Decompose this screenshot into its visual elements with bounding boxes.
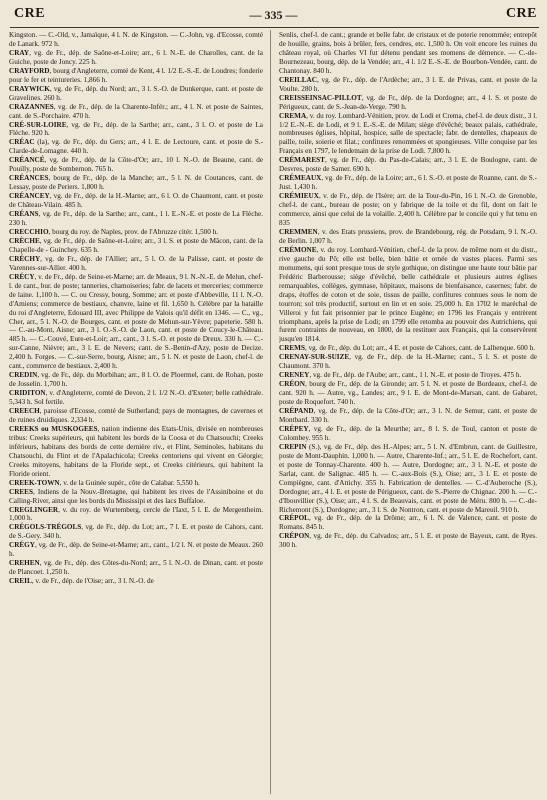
dictionary-entry	[279, 443, 537, 515]
entry-headword: CRAYFORD	[9, 66, 50, 75]
entry-headword: CREEKS ou MUSKOGEES	[9, 424, 98, 433]
dictionary-entry	[279, 112, 537, 157]
entry-headword: CRAZANNES	[9, 102, 54, 111]
running-header	[0, 0, 547, 26]
entry-text: , vg. de Fr., dép. du Lot; arr., 7 l. E. et poste de Cahors, cant. de S.-Gery. 340 h.	[9, 523, 263, 541]
dictionary-entry	[9, 121, 263, 139]
dictionary-entry	[9, 559, 263, 577]
dictionary-entry	[9, 85, 263, 103]
dictionary-entry	[9, 577, 263, 586]
dictionary-entry	[279, 371, 537, 380]
entry-headword: CRENAY-SUR-SUIZE	[279, 353, 350, 362]
entry-headword: CRÉANS	[9, 210, 39, 219]
entry-headword: CRIDITON	[9, 389, 46, 398]
dictionary-entry	[9, 389, 263, 407]
dictionary-entry	[9, 541, 263, 559]
header-guide-word-right: CRE	[505, 6, 537, 21]
entry-headword: CREIL	[9, 577, 32, 586]
entry-text: , v. du roy. Lombard-Vénitien, prov. de Lodi et Crema, chef-l. de deux distr., 3 l. 1/2 E.-N.-E. de Lodi, et 9 l. E.-S.-E. de Milan; siège d'évêché; beaux palais, cathédrale, nombreuses églises, hôpital, hospice, salle de spectacle; fabr. de dentelles, chapeaux de paille, toile, soierie et filat.; confitures renommées et spongieuses. Ville conquise par les Français en 1797, le lendemain de la prise de Lodi. 7,800 h.	[279, 111, 537, 156]
entry-text: , vg. de Fr., dép. de la H.-Marne; cant., 5 l. S. et poste de Chaumont. 370 h.	[279, 353, 537, 371]
dictionary-entry	[279, 228, 537, 246]
entry-text: , v. d'Angleterre, comté de Devon, 2 l. 1/2 N.-O. d'Exeter; belle cathédrale. 5,343 h. Sol fertile.	[9, 389, 263, 407]
entry-headword: CREPIN	[279, 442, 307, 451]
entry-text: , vg. de Fr., dép. de Seine-et-Marne; arr., cant., 1/2 l. N. et poste de Meaux. 260 h.	[9, 541, 263, 559]
dictionary-entry	[279, 192, 537, 228]
entry-headword: CRENEY	[279, 371, 310, 380]
dictionary-entry	[279, 407, 537, 425]
entry-text: , vg. de Fr., dép. de la Sarthe; arr., cant., 1 l. E.-N.-E. et poste de La Flèche. 230 h.	[9, 210, 263, 228]
dictionary-entry	[9, 67, 263, 85]
entry-text: , vg. de Fr., dép. des Côtes-du-Nord; arr., 5 l. N.-O. de Dinan, cant. et poste de Plancoet. 1,250 h.	[9, 559, 263, 577]
entry-headword: CRECCHIO	[9, 227, 49, 236]
entry-text: , vg. de Fr., dép. de la Drôme; arr., 6 l. N. de Valence, cant. et poste de Romans. 845 h.	[279, 514, 537, 532]
entry-headword: CREGLINGER	[9, 505, 59, 514]
entry-text: , v. de Fr., dép. de Seine-et-Marne; arr. de Meaux, 9 l. N.-N.-E. de Melun, chef-l. de cant., bur. de poste; tanneries, chamoiseries; fabr. de lacets et merceries; commerce de laine. 1,100 h. — C. ou Cressy, bourg, Somme; arr. et poste d'Abbeville, 11 l. N.-O. d'Amiens; commerce de bestiaux, chanvre, laine et fil. 1,650 h. Célèbre par la bataille du roi d'Angleterre, Edouard III, avec Philippe de Valois qu'il défit en 1346. — C., vg., Cher, arr., 5 l. N.-O. de Bourges, cant. et poste de Mehun-sur-Yèvre; papeterie. 580 h. — C.-au-Mont, Aisne; arr., 3 l. O.-S.-O. de Laon, cant. et poste de Coucy-le-Château. 485 h. — C.-Couvé, Eure-et-Loir; arr., cant., 3 l. S.-O. et poste de Dreux. 330 h. — C.-sur-Canne, Nièvre; arr., 3 l. E. de Nevers; cant. de S.-Benin-d'Azy, poste de Decize. 2,400 h. Forges. — C.-sur-Serre, bourg, Aisne; arr., 5 l. N. et poste de Laon, chef-l. de cant., commerce de bestiaux. 2,400 h.	[9, 272, 263, 371]
entry-text: , vg. de Fr., dép. de la Sarthe; arr., cant., 3 l. O. et poste de La Flèche. 920 h.	[9, 120, 263, 138]
entry-text: , bourg de Fr., dép. de la Manche; arr., 5 l. N. de Coutances, cant. de Lessay, poste de Periers. 1,800 h.	[9, 174, 263, 192]
entry-text: , vg. de Fr., dép. de la Dordogne; arr., 4 l. S. et poste de Périgueux, cant. de S.-Jean-de-Verge. 790 h.	[279, 93, 537, 111]
entry-headword: CREHEN	[9, 559, 40, 568]
entry-text: , vg. de Fr., dép. du Nord; arr., 3 l. S.-O. de Dunkerque, cant. et poste de Gravelines. 260 h.	[9, 84, 263, 102]
entry-headword: CRÉANCES	[9, 174, 49, 183]
entry-headword: CRÈCHE	[9, 236, 40, 245]
dictionary-entry	[9, 425, 263, 479]
entry-text: , vg. de Fr., dép. de la Meurthe; arr., 8 l. S. de Toul, canton et poste de Colombey. 955 h.	[279, 424, 537, 442]
dictionary-entry	[9, 103, 263, 121]
entry-text: , vg. de Fr., dép. de la Charente-Infér.; arr., 4 l. N. et poste de Saintes, cant. de S.-Porchaire. 470 h.	[9, 102, 263, 120]
page-number: — 335 —	[249, 8, 298, 22]
entry-text: , bourg de Fr., dép. de la Gironde; arr. 5 l. N. et poste de Bordeaux, chef-l. de cant. 920 h. — Autre, vg., Landes; arr., 9 l. E. de Mont-de-Marsan, cant. de Gabaret, poste de Roquefort. 740 h.	[279, 380, 537, 407]
dictionary-entry	[9, 407, 263, 425]
dictionary-entry	[9, 156, 263, 174]
dictionary-entry	[9, 174, 263, 192]
dictionary-entry	[279, 174, 537, 192]
entry-headword: CREECH	[9, 407, 40, 416]
dictionary-entry	[279, 353, 537, 371]
entry-headword: CREMS	[279, 344, 305, 353]
dictionary-entry	[279, 246, 537, 344]
header-guide-word-left: CRE	[14, 6, 46, 21]
entry-headword: CRÉGY	[9, 541, 35, 550]
dictionary-entry	[9, 31, 263, 49]
dictionary-entry	[9, 479, 263, 488]
entry-text: , v. de la Guinée supér., côte de Calabar. 5,550 h.	[59, 478, 200, 487]
dictionary-entry	[279, 380, 537, 407]
entry-headword: CREES	[9, 487, 33, 496]
entry-text: , vg. de Fr., dép. du Calvados; arr., 5 l. E. et poste de Bayeux, cant. de Ryes. 300 h.	[279, 532, 537, 550]
entry-text: Kingston. — C.-Old, v., Jamaïque, 4 l. N. de Kingston. — C.-John, vg. d'Ecosse, comté de Lanark. 972 h.	[9, 31, 263, 48]
entry-headword: CRÉANCEY	[9, 192, 50, 201]
entry-headword: CRÉMONE	[279, 245, 317, 254]
entry-text: , bourg du roy. de Naples, prov. de l'Abruzze citér. 1,500 h.	[48, 227, 219, 236]
dictionary-entry	[279, 76, 537, 94]
entry-headword: CRÉGOLS-TRÉGOLS	[9, 523, 82, 532]
dictionary-entry	[279, 344, 537, 353]
entry-headword: CRÉCY	[9, 272, 35, 281]
entry-headword: CRÉPON	[279, 532, 310, 541]
entry-headword: CREMMEN	[279, 227, 318, 236]
entry-headword: CRÉCHY	[9, 254, 41, 263]
dictionary-entry	[9, 210, 263, 228]
entry-text: , vg. de Fr., dép. du Pas-de-Calais; arr., 3 l. E. de Boulogne, cant. de Desvres, poste de Samer. 690 h.	[279, 156, 537, 174]
header-rule	[10, 27, 539, 28]
entry-headword: CREMA	[279, 111, 307, 120]
entry-headword: CRÉPAND	[279, 407, 314, 416]
entry-text: , vg. de Fr., dép. de Saône-et-Loire; arr., 3 l. S. et poste de Mâcon, cant. de la Chapelle-de - Guinchey. 635 h.	[9, 236, 263, 254]
entry-headword: CREISSEINSAC-PILLOT	[279, 93, 362, 102]
entry-headword: CRÉMAREST	[279, 156, 325, 165]
entry-text: , vg. de Fr., dép. de l'Aube; arr., cant., 1 l. N.-E. et poste de Troyes. 475 h.	[309, 371, 522, 380]
entry-text: , vg. de Fr., dép. du Morbihan; arr., 8 l. O. de Ploermel, cant. de Rohan, poste de Josselin. 1,700 h.	[9, 371, 263, 389]
entry-headword: CREDIN	[9, 371, 38, 380]
dictionary-entry	[9, 228, 263, 237]
entry-headword: CREILLAC	[279, 75, 317, 84]
entry-headword: CREEK-TOWN	[9, 478, 60, 487]
entry-text: , v. du roy. de Wurtemberg, cercle de l'Iaxt, 5 l. E. de Mergentheim. 1,000 h.	[9, 505, 263, 523]
entry-text: , v. du roy. Lombard-Vénitien, chef-l. de la prov. de même nom et du distr., rive gauche du Pô; elle est belle, bien bâtie et ornée de vastes places. Parmi ses monumens, qui sont presque tous de style gothique, on distingue une haute tour bâtie par Frédéric Barberousse; siège d'évêché, belle cathédrale et plusieurs autres églises remarquables, collèges, gymnase, hôpitaux, maisons de bienfaisance, casernes; fabr. de draps, étoffes de coton et de soie, tissus de paille, confitures connues sous le nom de tourron; sol très productif, surtout en lin et en soie. 25,000 h. En 1702 le maréchal de Villeroi y fut fait prisonnier par le prince Eugène; en 1796 les Français y entrèrent triomphans, après la prise de Lodi; en 1799 elle retomba au pouvoir des Autrichiens, qui furent contraints de nouveau, en 1800, de la restituer aux Français, qui la conservèrent jusqu'en 1814.	[279, 245, 537, 344]
dictionary-entry	[9, 192, 263, 210]
dictionary-entry	[279, 425, 537, 443]
entry-text: , Indiens de la Nouv.-Bretagne, qui habitent les rives de l'Assiniboine et du Calling-River, ainsi que les bords du Mississipi et des lacs Buffaloe.	[9, 487, 263, 505]
dictionary-entry	[9, 488, 263, 506]
entry-text: , v. de Fr., dép. de l'Oise; arr., 3 l. N.-O. de	[31, 577, 154, 586]
entry-text: , vg. de Fr., dép. de l'Allier; arr., 5 l. O. de la Palisse, cant. et poste de Varennes-sur-Allier. 400 h.	[9, 254, 263, 272]
entry-headword: CRÉON	[279, 380, 305, 389]
entry-text: , vg. de Fr., dép. de Saône-et-Loire; arr., 6 l. N.-E. de Charolles, cant. de la Guiche, poste de Joncy. 225 h.	[9, 48, 263, 66]
dictionary-entry	[279, 514, 537, 532]
entry-headword: CRÉANCÉ	[9, 156, 45, 165]
right-column	[279, 31, 537, 796]
entry-text: , v. des Etats prussiens, prov. de Brandebourg, rég. de Potsdam, 9 l. N.-O. de Berlin. 1,007 h.	[279, 227, 537, 245]
left-column	[9, 31, 263, 796]
dictionary-entry	[9, 273, 263, 371]
entry-headword: CRÉMEAUX	[279, 174, 322, 183]
dictionary-entry	[279, 532, 537, 550]
dictionary-entry	[9, 255, 263, 273]
dictionary-entry	[9, 371, 263, 389]
entry-text: , vg. de Fr., dép. de la Côte-d'Or; arr., 3 l. N. de Semur, cant. et poste de Montbard. 330 h.	[279, 407, 537, 424]
entry-text: (la), vg. de Fr., dép. du Gers; arr., 4 l. E. de Lectoure, cant. et poste de S.-Clarde-de-Lomagne. 440 h.	[9, 138, 263, 156]
entry-text: , vg. de Fr., dép. de l'Ardèche; arr., 3 l. E. de Privas, cant. et poste de la Voulte. 280 h.	[279, 75, 537, 93]
dictionary-entry	[279, 31, 537, 76]
dictionary-entry	[9, 523, 263, 541]
entry-headword: CRAY	[9, 48, 30, 57]
column-divider	[270, 30, 271, 794]
entry-text: , vg. de Fr., dép. du Lot; arr., 4 E. et poste de Cahors, cant. de Lalbenque. 600 h.	[304, 344, 535, 353]
entry-headword: CRÉPEY	[279, 424, 309, 433]
entry-headword: CRÉPOL	[279, 514, 309, 523]
entry-text: , vg. de Fr., dép. de la Côte-d'Or; arr., 10 l. N.-O. de Beaune, cant. de Pouilly, poste de Sombernon. 765 h.	[9, 156, 263, 174]
entry-text: (S.), vg. de Fr., dép. des H.-Alpes; arr., 5 l. N. d'Embrun, cant. de Guillestre, poste de Mont-Dauphin. 1,000 h. — Autre, Charente-Inf.; arr., 5 l. E. de Rochefort, cant. et poste de Tonnay-Charente. 400 h. — Autre, Dordogne; arr., 3 l. N.-E. et poste de Sarlat, cant. de Salignac. 485 h. — C.-aux-Bois (S.), Oise; arr., 3 l. E. et poste de Compiègne, cant. d'Attichy. 355 h. Fabrication de dentelles. — C.-d'Auberoche (S.), Dordogne; arr., 4 l. E. et poste de Périgueux, cant. de S.-Pierre de Chignac. 200 h. — C.-d'Ibouvillier (S.), Oise; arr., 4 l. S. de Beauvais, cant. et poste de Méru. 800 h. — C.-de-Richemont (S.), Dordogne; arr., 3 l. S. de Nontron, cant. et poste de Mareuil. 910 h.	[279, 442, 537, 514]
entry-headword: CRÉAC	[9, 138, 35, 147]
entry-text: , bourg d'Angleterre, comté de Kent, 4 l. 1/2 E.-S.-E. de Loudres; fonderie pour le fer et teintureries. 1,866 h.	[9, 66, 263, 84]
dictionary-entry	[9, 49, 263, 67]
entry-headword: CRÉ-SUR-LOIRE	[9, 120, 67, 129]
dictionary-entry	[9, 237, 263, 255]
entry-headword: CRÉMIEUX	[279, 192, 319, 201]
entry-text: , vg. de Fr., dép. de la Loire; arr., 6 l. S.-O. et poste de Roanne, cant. de S.-Just. 1,430 h.	[279, 174, 537, 192]
dictionary-entry	[279, 156, 537, 174]
entry-headword: CRAYWICK	[9, 84, 50, 93]
entry-text: , vg. de Fr., dép. de la H.-Marne; arr., 6 l. O. de Chaumont, cant. et poste de Château-Vilain. 485 h.	[9, 192, 263, 210]
entry-text: , v. de Fr., dép. de l'Isère; arr. de la Tour-du-Pin, 16 l. N.-O. de Grenoble, chef-l. de cant., bureau de poste; on y fabrique de la toile et du fil, dont on fait le commerce, ainsi que celui de la volaille. 2,400 h. Célèbre par le concile qui y fut tenu en 835	[279, 192, 537, 228]
dictionary-entry	[279, 94, 537, 112]
dictionary-entry	[9, 506, 263, 524]
entry-text: , nation indienne des Etats-Unis, divisée en nombreuses tribus: Creeks supérieurs, qui habitent les bords de la Coosa et du Chatsouchi; Creeks inférieurs, habitans des bords de cette dernière riv., et Flint, Seminoles, habitans du Chatsouchi, du Flint et de l'Apalachicola; Creeks centoriens qui vivent en Géorgie; Creeks mitoyens, habitans de la Floride sept., et Creeks citérieurs, qui habitent la Floride orient.	[9, 424, 263, 478]
entry-text: Senlis, chef-l. de cant.; grande et belle fabr. de cristaux et de poterie renommée; entrepôt de houille, grains, bois à brûler, fers, cendres, etc. 1,500 h. On voit encore les ruines du château royal, où Charles VI fut détenu pendant ses momens de démence. — C.-de-Bournezeau, bourg, dép. de la Vendée; arr., 4 l. 1/2 E.-S.-E. de Bourbon-Vendée, cant. de Chantonay. 840 h.	[279, 31, 537, 75]
entry-text: , paroisse d'Ecosse, comté de Sutherland; pays de montagnes, de cavernes et de ruines druidiques. 2,334 h.	[9, 407, 263, 424]
dictionary-entry	[9, 138, 263, 156]
